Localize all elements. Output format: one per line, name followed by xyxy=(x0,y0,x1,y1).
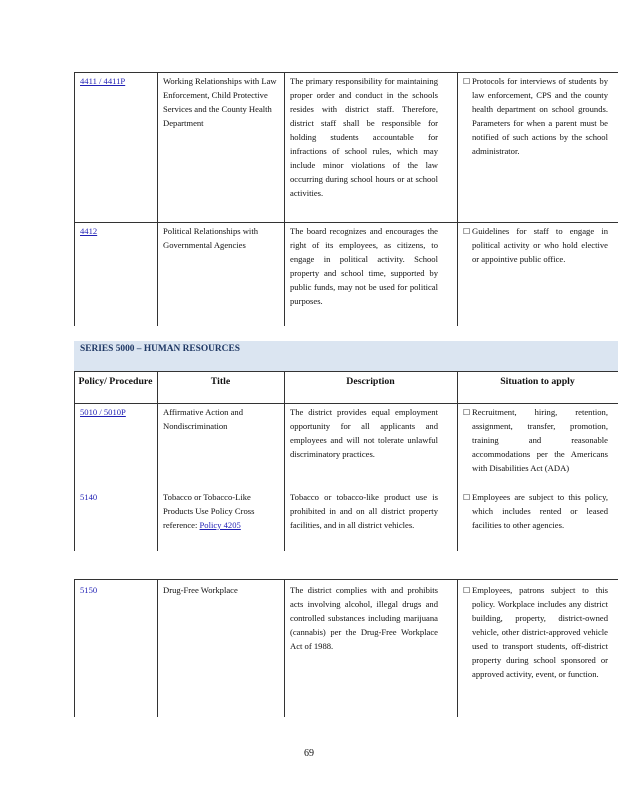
policy-situation: Guidelines for staff to engage in political activity or who hold elective or appointive public office. xyxy=(472,226,608,264)
table-row xyxy=(80,583,154,597)
table-border xyxy=(74,371,618,372)
column-divider xyxy=(74,371,75,551)
policy-situation: Protocols for interviews of students by law enforcement, CPS and the county health department on school grounds. Parameters for when a parent must be notified of such actions by the school administrator. xyxy=(472,76,608,156)
policy-situation: Employees, patrons subject to this policy. Workplace includes any district building, property, district-owned vehicle, other district-approved vehicle used to transport students, off-district property during school sponsored or approved activity, event, or function. xyxy=(472,585,608,679)
policy-description: The board recognizes and encourages the right of its employees, as citizens, to engage in political activity. School property and school time, supported by public funds, may not be used for political purposes. xyxy=(290,226,438,306)
column-header-description: Description xyxy=(346,376,395,387)
policy-link[interactable]: 4411 / 4411P xyxy=(80,76,126,86)
column-header-situation: Situation to apply xyxy=(500,376,575,387)
column-divider xyxy=(74,579,75,717)
column-divider xyxy=(284,579,285,717)
checkbox-bullet-icon: ☐ xyxy=(463,77,471,86)
policy-title xyxy=(163,490,277,532)
policy-title: Political Relationships with Governmental Agencies xyxy=(163,226,259,250)
column-divider xyxy=(74,72,75,326)
column-divider xyxy=(157,72,158,326)
policy-link[interactable]: 4412 xyxy=(80,226,98,236)
column-header-title: Title xyxy=(210,376,231,387)
page-number: 69 xyxy=(304,748,314,759)
policy-situation: Recruitment, hiring, retention, assignment, transfer, promotion, training and reasonable accommodations per the Americans with Disabilities Act (ADA) xyxy=(472,407,608,473)
policy-title: Affirmative Action and Nondiscrimination xyxy=(163,407,244,431)
column-divider xyxy=(457,371,458,551)
table-row xyxy=(80,224,154,238)
policy-description: Tobacco or tobacco-like product use is prohibited in and on all district property facilities, and in all district vehicles. xyxy=(290,492,438,530)
column-divider xyxy=(457,579,458,717)
policy-description: The district provides equal employment opportunity for all applicants and employees and will not tolerate unlawful discriminatory practices. xyxy=(290,407,438,459)
table-border xyxy=(74,403,618,404)
series-heading: SERIES 5000 – HUMAN RESOURCES xyxy=(80,344,240,354)
checkbox-bullet-icon: ☐ xyxy=(463,227,471,236)
checkbox-bullet-icon: ☐ xyxy=(463,408,471,417)
column-divider xyxy=(457,72,458,326)
table-row xyxy=(80,490,154,504)
policy-description: The district complies with and prohibits acts involving alcohol, illegal drugs and controlled substances including marijuana (cannabis) per the Drug-Free Workplace Act of 1988. xyxy=(290,585,438,651)
column-header-policy: Policy/ Procedure xyxy=(78,376,153,387)
policy-title-text: Tobacco or Tobacco-Like Products Use Policy Cross reference: xyxy=(163,492,255,530)
policy-description: The primary responsibility for maintaining proper order and conduct in the schools resides with district staff. Therefore, district staff shall be responsible for holding students accountable for infractions of school rules, which may include minor violations of the law occurring during school hours or at school activities. xyxy=(290,76,438,198)
policy-situation: Employees are subject to this policy, which includes rented or leased facilities to other agencies. xyxy=(472,492,608,530)
policy-title: Drug-Free Workplace xyxy=(163,585,238,595)
policy-number: 5140 xyxy=(80,492,98,502)
table-border xyxy=(74,72,618,73)
column-divider xyxy=(284,371,285,551)
policy-number: 5150 xyxy=(80,585,98,595)
checkbox-bullet-icon: ☐ xyxy=(463,586,471,595)
table-row xyxy=(80,74,154,88)
checkbox-bullet-icon: ☐ xyxy=(463,493,471,502)
column-divider xyxy=(157,579,158,717)
table-border xyxy=(74,579,618,580)
column-divider xyxy=(157,371,158,551)
cross-reference-link[interactable]: Policy 4205 xyxy=(199,520,241,530)
column-divider xyxy=(284,72,285,326)
policy-title: Working Relationships with Law Enforcement, Child Protective Services and the County Health Department xyxy=(163,76,277,128)
policy-link[interactable]: 5010 / 5010P xyxy=(80,407,126,417)
table-row xyxy=(80,405,154,419)
table-border xyxy=(74,222,618,223)
